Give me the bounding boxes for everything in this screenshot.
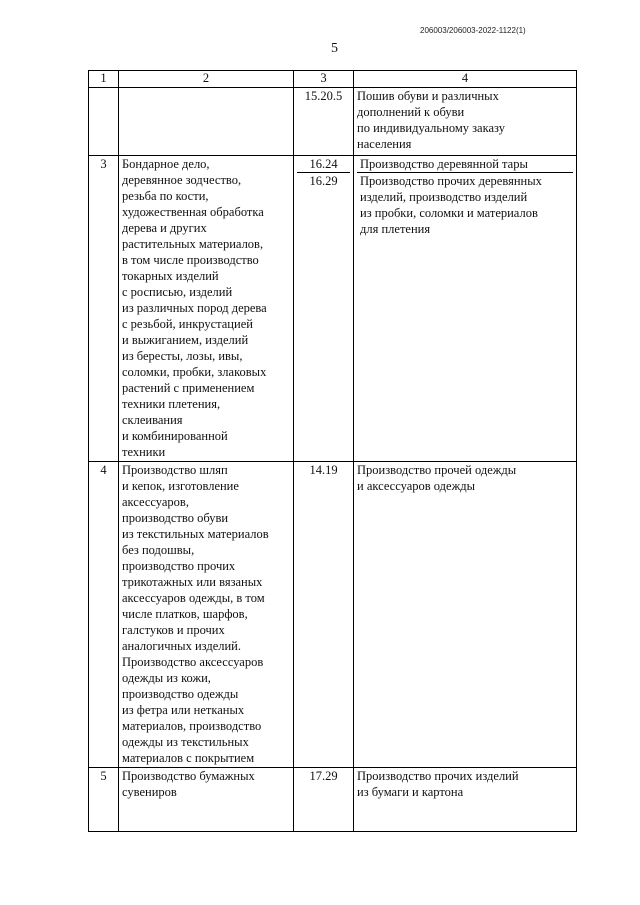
okved-code-a: 16.24 bbox=[297, 156, 350, 173]
table-row bbox=[89, 462, 577, 768]
description-b: Производство прочих деревянных изделий, производство изделий из пробки, соломки и материалов для плетения bbox=[360, 174, 542, 236]
okved-code-b: 16.29 bbox=[309, 174, 338, 188]
column-header: 2 bbox=[119, 71, 294, 88]
activity-cell bbox=[119, 88, 294, 156]
table-row bbox=[89, 156, 577, 462]
activity-text: Бондарное дело, деревянное зодчество, резьба по кости, художественная обработка дерева и других растительных материалов, в том числе производство токарных изделий с росписью, изделий из различных пород дерева с резьбой, инкрустацией и выжиганием, изделий из бересты, лозы, ивы, соломки, пробки, злаковых растений с применением техники плетения, склеивания и комбинированной техники bbox=[122, 157, 267, 459]
column-header: 3 bbox=[294, 71, 354, 88]
column-header: 1 bbox=[89, 71, 119, 88]
description-cell bbox=[354, 88, 577, 156]
activity-cell bbox=[119, 156, 294, 462]
page-number: 5 bbox=[331, 41, 338, 56]
okved-code-cell: 14.19 bbox=[294, 462, 354, 768]
okved-code-cell bbox=[294, 156, 354, 462]
description-text: Производство прочей одежды и аксессуаров одежды bbox=[357, 463, 517, 493]
description-text: Производство прочих изделий из бумаги и картона bbox=[357, 769, 519, 799]
description-a: Производство деревянной тары bbox=[357, 156, 573, 173]
okved-code-cell: 15.20.5 bbox=[294, 88, 354, 156]
column-header: 4 bbox=[354, 71, 577, 88]
description-text: Пошив обуви и различных дополнений к обуви по индивидуальному заказу населения bbox=[357, 89, 505, 151]
table-row bbox=[89, 88, 577, 156]
table-row bbox=[89, 768, 577, 832]
row-number-cell bbox=[89, 88, 119, 156]
okved-code-cell: 17.29 bbox=[294, 768, 354, 832]
table-header-row bbox=[89, 71, 577, 88]
row-number-cell: 3 bbox=[89, 156, 119, 462]
description-cell bbox=[354, 156, 577, 462]
activity-cell bbox=[119, 768, 294, 832]
description-cell bbox=[354, 768, 577, 832]
document-id: 206003/206003-2022-1122(1) bbox=[420, 26, 526, 35]
activity-cell bbox=[119, 462, 294, 768]
row-number-cell: 5 bbox=[89, 768, 119, 832]
activity-table bbox=[88, 70, 577, 832]
activity-text: Производство шляп и кепок, изготовление аксессуаров, производство обуви из текстильных материалов без подошвы, производство прочих трикотажных или вязаных аксессуаров одежды, в том числе платков, шарфов, галстуков и прочих аналогичных изделий. Производство аксессуаров одежды из кожи, производство одежды из фетра или нетканых материалов, производство одежды из текстильных материалов с покрытием bbox=[122, 463, 269, 765]
activity-text: Производство бумажных сувениров bbox=[122, 769, 255, 799]
row-number-cell: 4 bbox=[89, 462, 119, 768]
description-cell bbox=[354, 462, 577, 768]
